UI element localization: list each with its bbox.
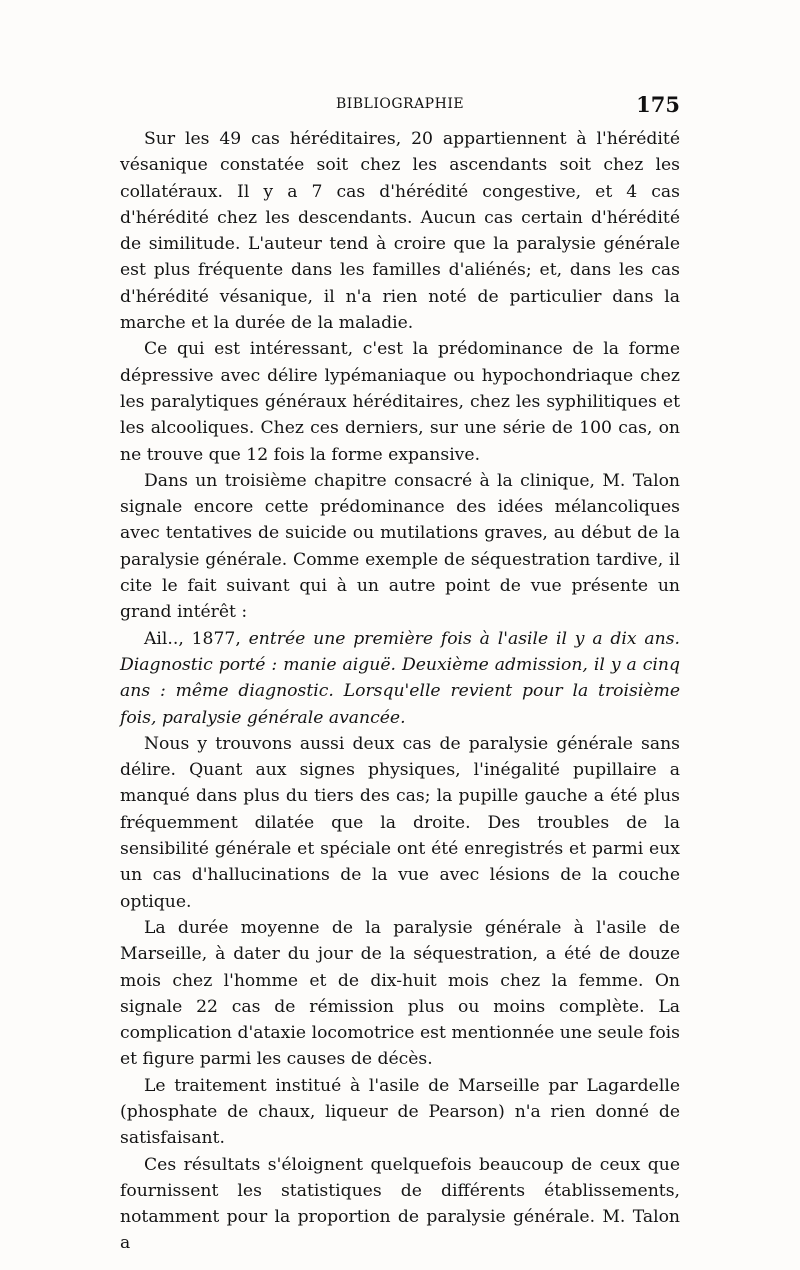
paragraph-duration: La durée moyenne de la paralysie générale à l'asile de Marseille, à dater du jour de la séquestration, a été de douze mois chez l'homme et de dix-huit mois chez la femme. On signale 22 cas de rémission plus ou moins complète. La complication d'ataxie locomotrice est mentionnée une seule fois et figure parmi les causes de décès. xyxy=(120,917,680,1070)
paragraph-heredity: Sur les 49 cas héréditaires, 20 appartiennent à l'hérédité vésanique constatée soit chez les ascendants soit chez les collatéraux. Il y a 7 cas d'hérédité congestive, et 4 cas d'hérédité chez les descendants. Aucun cas certain d'hérédité de similitude. L'auteur tend à croire que la paralysie générale est plus fréquente dans les familles d'aliénés; et, dans les cas d'hérédité vésanique, il n'a rien noté de particulier dans la marche et la durée de la maladie. xyxy=(120,129,680,334)
page-header xyxy=(120,92,680,122)
running-title: BIBLIOGRAPHIE xyxy=(335,96,465,112)
body-text xyxy=(120,126,680,1257)
paragraph-clinical-chapter: Dans un troisième chapitre consacré à la clinique, M. Talon signale encore cette prédominance des idées mélancoliques avec tentatives de suicide ou mutilations graves, au début de la paralysie générale. Comme exemple de séquestration tardive, il cite le fait suivant qui à un autre point de vue présente un grand intérêt : xyxy=(120,470,680,623)
case-report-text: entrée une première fois à l'asile il y a dix ans. Diagnostic porté : manie aiguë. Deuxième admission, il y a cinq ans : même diagnostic. Lorsqu'elle revient pour la troisième fois, paralysie générale avancée. xyxy=(120,628,680,728)
case-report-lead: Ail.., 1877, xyxy=(144,628,249,649)
paragraph-depressive-form: Ce qui est intéressant, c'est la prédominance de la forme dépressive avec délire lypémaniaque ou hypochondriaque chez les paralytiques généraux héréditaires, chez les syphilitiques et les alcooliques. Chez ces derniers, sur une série de 100 cas, on ne trouve que 12 fois la forme expansive. xyxy=(120,339,680,465)
paragraph-treatment: Le traitement institué à l'asile de Marseille par Lagardelle (phosphate de chaux, liqueur de Pearson) n'a rien donné de satisfaisant. xyxy=(120,1075,680,1149)
paragraph-physical-signs: Nous y trouvons aussi deux cas de paralysie générale sans délire. Quant aux signes physiques, l'inégalité pupillaire a manqué dans plus du tiers des cas; la pupille gauche a été plus fréquemment dilatée que la droite. Des troubles de la sensibilité générale et spéciale ont été enregistrés et parmi eux un cas d'hallucinations de la vue avec lésions de la couche optique. xyxy=(120,733,680,912)
paragraph-case-report xyxy=(120,626,680,731)
page-number: 175 xyxy=(636,92,680,117)
paragraph-results: Ces résultats s'éloignent quelquefois beaucoup de ceux que fournissent les statistiques de différents établissements, notamment pour la proportion de paralysie générale. M. Talon a xyxy=(120,1154,680,1254)
